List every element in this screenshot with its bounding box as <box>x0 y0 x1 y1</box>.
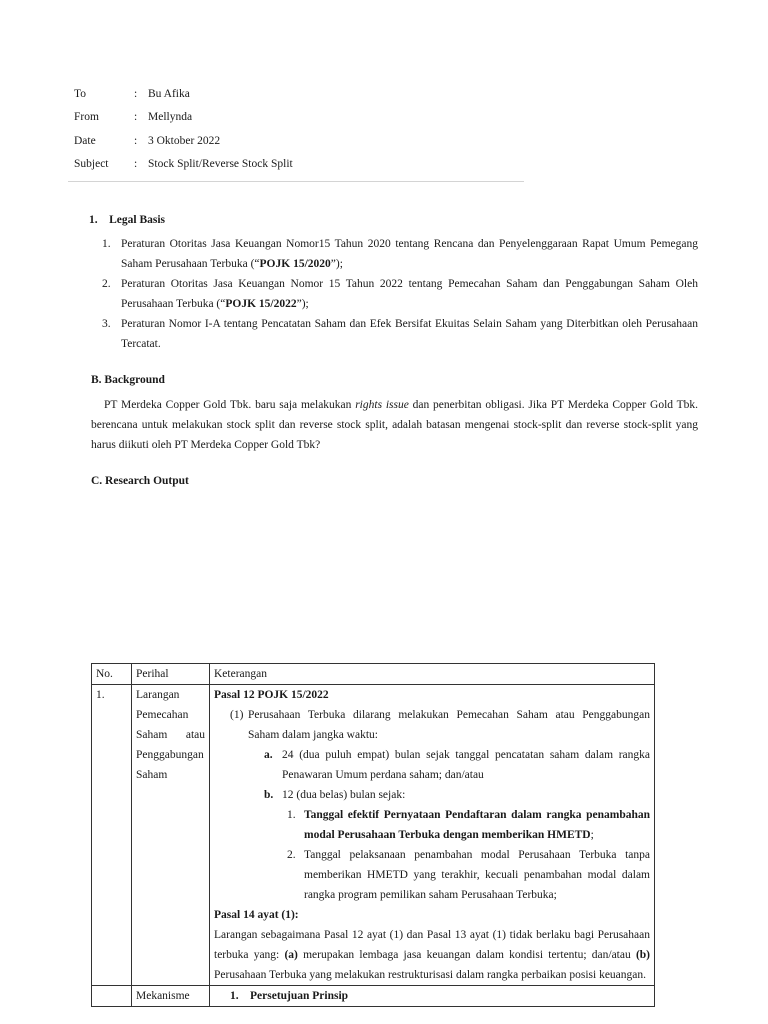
cell-no: 1. <box>92 685 132 986</box>
sub-point-mark: 1. <box>287 809 296 821</box>
cell-perihal: Mekanisme <box>132 986 210 1007</box>
point-text: 24 (dua puluh empat) bulan sejak tanggal pencatatan saham dalam rangka Penawaran Umum perdana saham; dan/atau <box>282 749 650 781</box>
header-no: No. <box>92 664 132 685</box>
memo-colon: : <box>134 134 138 147</box>
point-b-1 <box>214 805 650 845</box>
text-run: ; <box>590 829 594 841</box>
point-b-2 <box>214 845 650 905</box>
perihal-line: Saham <box>136 769 168 781</box>
list-text <box>121 234 698 274</box>
bold-run: POJK 15/2022 <box>225 298 297 310</box>
item-text: Persetujuan Prinsip <box>250 990 349 1002</box>
cell-keterangan <box>210 685 655 986</box>
perihal-line: Penggabungan <box>136 749 204 761</box>
memo-value: Stock Split/Reverse Stock Split <box>148 157 293 170</box>
bold-run: (b) <box>635 949 650 961</box>
bold-run: (a) <box>284 949 298 961</box>
header-perihal: Perihal <box>132 664 210 685</box>
cell-no <box>92 986 132 1007</box>
point-b <box>214 785 650 805</box>
point-mark: b. <box>264 789 274 801</box>
legal-basis-item <box>102 234 698 274</box>
memo-header <box>68 84 524 182</box>
memo-row-from <box>68 107 524 130</box>
perihal-text <box>136 685 205 785</box>
list-text <box>121 274 698 314</box>
perihal-line: Pemecahan <box>136 709 189 721</box>
point-mark: a. <box>264 749 273 761</box>
legal-basis-heading: 1. Legal Basis <box>89 214 166 226</box>
text-run: dan penerbitan obligasi. Jika PT Merdeka Copper Gold Tbk. berencana untuk melakukan stock split dan reverse stock split, adalah batasan mengenai stock-split dan reverse stock-split yang harus diikuti oleh PT Merdeka Copper Gold Tbk? <box>91 399 699 451</box>
bold-run: POJK 15/2020 <box>259 258 331 270</box>
text-run: Peraturan Otoritas Jasa Keuangan Nomor 15 Tahun 2022 tentang Pemecahan Saham dan Penggabungan Saham Oleh Perusahaan Terbuka (“ <box>121 278 698 310</box>
ayat-1 <box>214 705 650 745</box>
ayat-mark: (1) <box>230 709 244 721</box>
list-text <box>121 314 698 354</box>
background-heading: B. Background <box>91 374 165 386</box>
legal-basis-item <box>102 274 698 314</box>
research-table <box>91 663 655 1007</box>
ayat-text: Perusahaan Terbuka dilarang melakukan Pemecahan Saham atau Penggabungan Saham dalam jangka waktu: <box>248 709 650 741</box>
sub-point-text: Tanggal pelaksanaan penambahan modal Perusahaan Terbuka tanpa memberikan HMETD yang terakhir, kecuali penambahan modal dalam rangka program pemilikan saham Perusahaan Terbuka; <box>304 849 650 901</box>
table-header-row <box>92 664 655 685</box>
cell-perihal <box>132 685 210 986</box>
memo-value: 3 Oktober 2022 <box>148 134 221 147</box>
text-run: Peraturan Nomor I-A tentang Pencatatan Saham dan Efek Bersifat Ekuitas Selain Saham yang Diterbitkan oleh Perusahaan Tercatat. <box>121 318 698 350</box>
memo-label: Date <box>74 134 96 147</box>
memo-value: Bu Afika <box>148 88 190 100</box>
perihal-line: Larangan <box>136 689 180 701</box>
legal-basis-item <box>102 314 698 354</box>
point-text: 12 (dua belas) bulan sejak: <box>282 789 406 801</box>
text-run: merupakan lembaga jasa keuangan dalam kondisi tertentu; dan/atau <box>297 949 636 961</box>
text-run: ”); <box>330 258 343 270</box>
bold-run: Tanggal efektif Pernyataan Pendaftaran dalam rangka penambahan modal Perusahaan Terbuka dengan memberikan HMETD <box>304 809 650 841</box>
perihal-line: Saham atau <box>136 729 205 741</box>
pasal-14-text <box>214 925 650 985</box>
mechanism-item <box>214 986 650 1006</box>
pasal-14-title: Pasal 14 ayat (1): <box>214 909 299 921</box>
memo-colon: : <box>134 88 138 100</box>
memo-colon: : <box>134 157 138 170</box>
memo-label: To <box>74 88 86 100</box>
memo-row-date <box>68 131 524 154</box>
sub-point-text <box>304 805 650 845</box>
cell-keterangan <box>210 986 655 1007</box>
table-row <box>92 986 655 1007</box>
text-run: Perusahaan Terbuka yang melakukan restrukturisasi dalam rangka perbaikan posisi keuangan. <box>214 969 647 981</box>
legal-basis-list <box>102 234 698 354</box>
point-a <box>214 745 650 785</box>
pasal-12-title: Pasal 12 POJK 15/2022 <box>214 689 329 701</box>
italic-run: rights issue <box>355 399 409 411</box>
memo-label: From <box>74 111 99 124</box>
memo-colon: : <box>134 111 138 124</box>
text-run: Peraturan Otoritas Jasa Keuangan Nomor15 Tahun 2020 tentang Rencana dan Penyelenggaraan Rapat Umum Pemegang Saham Perusahaan Terbuka (“ <box>121 238 698 270</box>
list-number: 2. <box>102 278 111 290</box>
research-output-heading: C. Research Output <box>91 475 189 487</box>
memo-row-subject <box>68 154 524 177</box>
background-paragraph <box>91 395 698 455</box>
memo-row-to <box>68 84 524 107</box>
list-number: 3. <box>102 318 111 330</box>
item-mark: 1. <box>230 990 239 1002</box>
memo-label: Subject <box>74 157 109 170</box>
text-run: PT Merdeka Copper Gold Tbk. baru saja melakukan <box>104 399 356 411</box>
table-row <box>92 685 655 986</box>
memo-value: Mellynda <box>148 111 193 124</box>
header-keterangan: Keterangan <box>210 664 655 685</box>
text-run: ”); <box>296 298 309 310</box>
sub-point-mark: 2. <box>287 849 296 861</box>
text-run: Larangan sebagaimana Pasal 12 ayat (1) dan Pasal 13 ayat (1) tidak berlaku bagi Perusahaan terbuka yang: <box>214 929 650 961</box>
list-number: 1. <box>102 238 111 250</box>
